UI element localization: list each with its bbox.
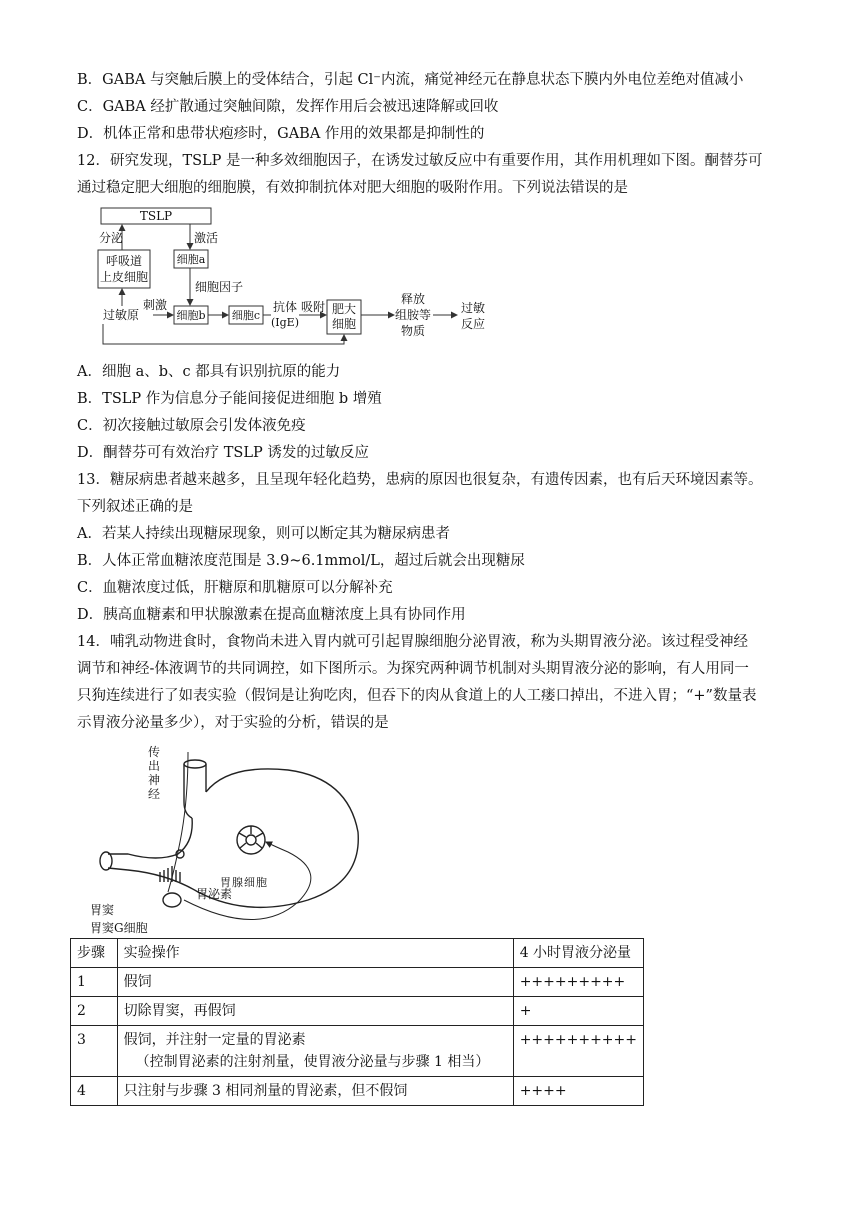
row-operation <box>117 1026 513 1077</box>
q12-option-c: C．初次接触过敏原会引发体液免疫 <box>77 418 306 434</box>
q13-option-b: B．人体正常血糖浓度范围是 3.9~6.1mmol/L，超过后就会出现糖尿 <box>77 553 525 569</box>
efferent-label-4: 经 <box>148 787 161 801</box>
q13-stem-line2: 下列叙述正确的是 <box>77 499 193 515</box>
gland-label-1: 胃 <box>220 876 231 889</box>
row-step: 3 <box>71 1026 118 1077</box>
activate-label: 激活 <box>194 231 219 245</box>
row-amount: + <box>513 997 643 1026</box>
mast-label-1: 肥大 <box>331 302 357 316</box>
release-label-3: 物质 <box>400 324 426 338</box>
efferent-label-2: 出 <box>148 759 161 773</box>
header-operation: 实验操作 <box>117 939 513 968</box>
q13-option-a: A．若某人持续出现糖尿现象，则可以断定其为糖尿病患者 <box>77 526 450 542</box>
stimulate-label: 刺激 <box>143 298 168 312</box>
q14-stem-line2: 调节和神经-体液调节的共同调控，如下图所示。为探究两种调节机制对头期胃液分泌的影响，有人用同一 <box>77 661 749 677</box>
tslp-mechanism-diagram <box>95 202 515 350</box>
epithelial-label-2: 上皮细胞 <box>99 270 149 284</box>
g-cell <box>163 893 181 907</box>
secrete-label: 分泌 <box>99 231 124 245</box>
q14-stem-line1: 14．哺乳动物进食时，食物尚未进入胃内就可引起胃腺细胞分泌胃液，称为头期胃液分泌。该过程受神经 <box>77 634 748 650</box>
q12-option-b: B．TSLP 作为信息分子能间接促进细胞 b 增殖 <box>77 391 382 407</box>
q11-option-b: B．GABA 与突触后膜上的受体结合，引起 Cl⁻内流，痛觉神经元在静息状态下膜内外电位差绝对值减小 <box>77 72 744 88</box>
tslp-label: TSLP <box>139 209 173 223</box>
cytokine-label: 细胞因子 <box>195 280 244 294</box>
q13-option-c: C．血糖浓度过低，肝糖原和肌糖原可以分解补充 <box>77 580 393 596</box>
q12-option-d: D．酮替芬可有效治疗 TSLP 诱发的过敏反应 <box>77 445 369 461</box>
allergy-label-1: 过敏 <box>460 301 486 315</box>
adsorb-label: 吸附 <box>300 300 326 314</box>
allergy-label-2: 反应 <box>460 317 486 331</box>
esophagus-opening <box>184 760 206 768</box>
q13-stem-line1: 13．糖尿病患者越来越多，且呈现年轻化趋势，患病的原因也很复杂，有遗传因素，也有后天环境因素等。 <box>77 472 763 488</box>
experiment-table <box>70 938 644 1106</box>
row-step: 2 <box>71 997 118 1026</box>
row-amount: ++++ <box>513 1077 643 1106</box>
table-row <box>71 968 644 997</box>
q11-option-d: D．机体正常和患带状疱疹时，GABA 作用的效果都是抑制性的 <box>77 126 485 142</box>
cell-a-label: 细胞a <box>176 253 206 266</box>
mast-label-2: 细胞 <box>331 317 357 331</box>
epithelial-label-1: 呼吸道 <box>105 254 143 268</box>
release-label-2: 组胺等 <box>394 308 432 322</box>
q13-option-d: D．胰高血糖素和甲状腺激素在提高血糖浓度上具有协同作用 <box>77 607 466 623</box>
cell-c-label: 细胞c <box>231 309 261 322</box>
row-step: 1 <box>71 968 118 997</box>
release-label-1: 释放 <box>400 292 426 306</box>
row-operation-main: 假饲，并注射一定量的胃泌素 <box>123 1032 306 1048</box>
table-row <box>71 1026 644 1077</box>
q12-stem-line2: 通过稳定肥大细胞的细胞膜，有效抑制抗体对肥大细胞的吸附作用。下列说法错误的是 <box>77 180 628 196</box>
gland-label-3: 细 <box>244 876 255 889</box>
q14-stem-line4: 示胃液分泌量多少），对于实验的分析，错误的是 <box>77 715 389 731</box>
efferent-label-1: 传 <box>148 745 161 759</box>
table-row <box>71 997 644 1026</box>
row-amount: +++++++++ <box>513 968 643 997</box>
efferent-label-3: 神 <box>148 773 161 787</box>
gland-label-2: 腺 <box>232 876 243 889</box>
allergen-label: 过敏原 <box>103 308 140 322</box>
q11-option-c: C．GABA 经扩散通过突触间隙，发挥作用后会被迅速降解或回收 <box>77 99 499 115</box>
row-step: 4 <box>71 1077 118 1106</box>
q12-stem-line1: 12．研究发现，TSLP 是一种多效细胞因子，在诱发过敏反应中有重要作用，其作用机理如下图。酮替芬可 <box>77 153 763 169</box>
antibody-label-2: (IgE) <box>271 316 299 329</box>
gastrin-label: 胃泌素 <box>196 887 233 901</box>
stomach-figure <box>88 742 388 938</box>
row-operation: 切除胃窦，再假饲 <box>117 997 513 1026</box>
table-header-row <box>71 939 644 968</box>
header-amount: 4 小时胃液分泌量 <box>513 939 643 968</box>
q14-stem-line3: 只狗连续进行了如表实验（假饲是让狗吃肉，但吞下的肉从食道上的人工瘘口掉出，不进入胃；“+”数量表 <box>77 688 757 704</box>
g-cell-label: 胃窦G细胞 <box>90 921 148 935</box>
antrum-label: 胃窦 <box>90 903 115 917</box>
gland-label-4: 胞 <box>256 876 267 889</box>
table-row <box>71 1077 644 1106</box>
duodenum-opening <box>100 852 112 870</box>
header-step: 步骤 <box>71 939 118 968</box>
row-operation-note: （控制胃泌素的注射剂量，使胃液分泌量与步骤 1 相当） <box>135 1054 490 1070</box>
efferent-nerve-path <box>168 752 188 892</box>
row-amount: ++++++++++ <box>513 1026 643 1077</box>
q12-option-a: A．细胞 a、b、c 都具有识别抗原的能力 <box>77 364 341 380</box>
cell-b-label: 细胞b <box>176 309 206 322</box>
row-operation: 只注射与步骤 3 相同剂量的胃泌素，但不假饲 <box>117 1077 513 1106</box>
antibody-label-1: 抗体 <box>272 300 298 314</box>
row-operation: 假饲 <box>117 968 513 997</box>
